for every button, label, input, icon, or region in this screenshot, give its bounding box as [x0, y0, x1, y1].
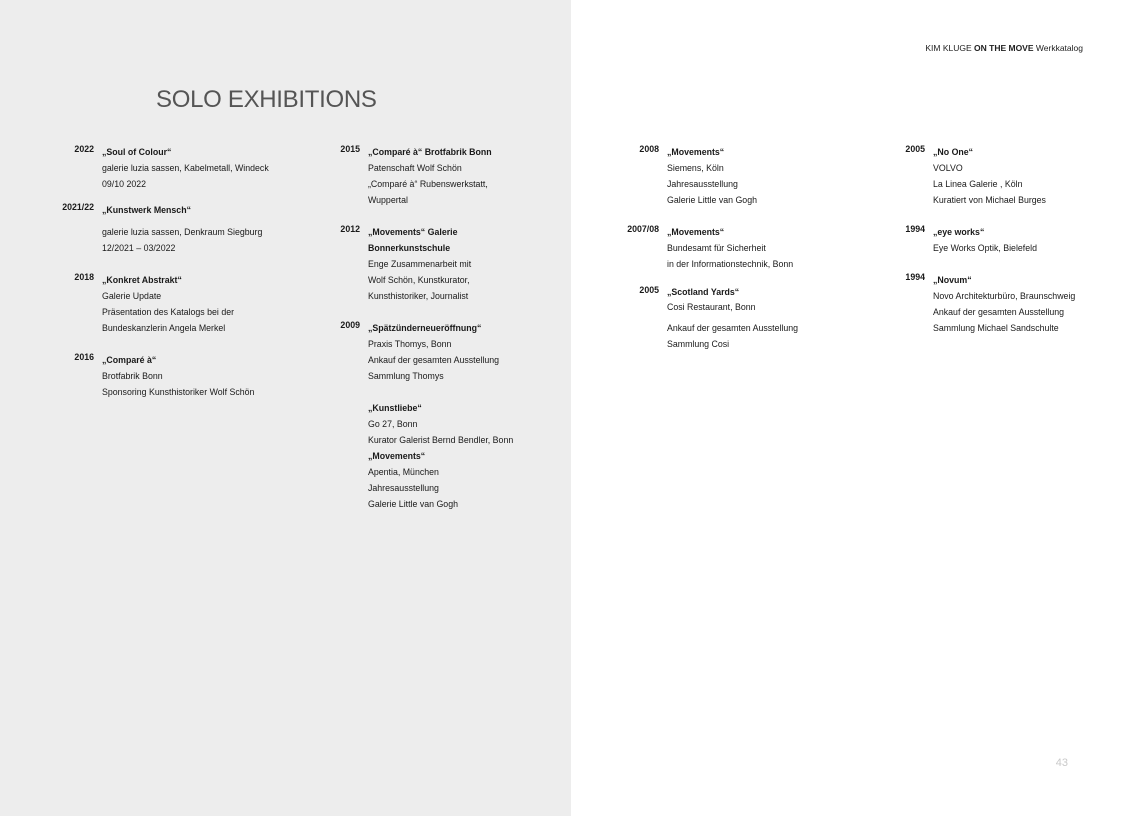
exhibition-year: 1994: [905, 224, 925, 234]
exhibition-detail: Ankauf der gesamten Ausstellung: [667, 323, 799, 333]
exhibition-title: „Movements“ Galerie: [368, 227, 458, 237]
exhibition-detail: Jahresausstellung: [368, 483, 439, 493]
exhibition-title: „Comparé à“ Brotfabrik Bonn: [368, 147, 492, 157]
exhibition-detail: in der Informationstechnik, Bonn: [667, 259, 794, 269]
exhibition-title: „No One“: [933, 147, 974, 157]
header-title: ON THE MOVE: [974, 43, 1034, 53]
exhibition-detail: Kunsthistoriker, Journalist: [368, 291, 469, 301]
exhibition-detail: Praxis Thomys, Bonn: [368, 339, 452, 349]
exhibition-detail: Wolf Schön, Kunstkurator,: [368, 275, 470, 285]
exhibition-year: 2016: [74, 352, 94, 362]
exhibition-title: „Kunstwerk Mensch“: [102, 205, 191, 215]
spacer: [368, 384, 543, 400]
exhibition-detail: galerie luzia sassen, Denkraum Siegburg: [102, 227, 263, 237]
page-title: SOLO EXHIBITIONS: [156, 86, 377, 113]
exhibition-detail: Sammlung Michael Sandschulte: [933, 323, 1059, 333]
exhibition-title: „Konkret Abstrakt“: [102, 275, 182, 285]
exhibition-detail: Patenschaft Wolf Schön: [368, 163, 462, 173]
exhibition-detail: VOLVO: [933, 163, 963, 173]
right-page: [571, 0, 1141, 816]
exhibition-detail: Apentia, München: [368, 467, 439, 477]
header-author: KIM KLUGE: [925, 43, 972, 53]
exhibition-detail: Wuppertal: [368, 195, 408, 205]
page-number: 43: [1055, 757, 1068, 769]
exhibition-detail: Jahresausstellung: [667, 179, 738, 189]
exhibition-detail: Kurator Galerist Bernd Bendler, Bonn: [368, 435, 514, 445]
exhibition-detail: Brotfabrik Bonn: [102, 371, 163, 381]
exhibition-year: 2022: [74, 144, 94, 154]
exhibition-detail: galerie luzia sassen, Kabelmetall, Windeck: [102, 163, 269, 173]
exhibition-title: Bonnerkunstschule: [368, 243, 451, 253]
exhibition-detail: 12/2021 – 03/2022: [102, 243, 176, 253]
exhibition-year: 2005: [905, 144, 925, 154]
exhibition-detail: Bundeskanzlerin Angela Merkel: [102, 323, 226, 333]
exhibition-detail: Novo Architekturbüro, Braunschweig: [933, 291, 1076, 301]
exhibition-title: „Kunstliebe“: [368, 403, 422, 413]
exhibition-detail: Ankauf der gesamten Ausstellung: [933, 307, 1065, 317]
header-subtitle: Werkkatalog: [1035, 43, 1083, 53]
exhibition-year: 2021/22: [62, 202, 94, 212]
exhibition-year: 2005: [639, 285, 659, 295]
exhibition-title: „Soul of Colour“: [102, 147, 172, 157]
exhibition-detail: Galerie Little van Gogh: [667, 195, 757, 205]
exhibition-year: 1994: [905, 272, 925, 282]
exhibition-detail: Cosi Restaurant, Bonn: [667, 302, 756, 312]
exhibition-detail: Galerie Little van Gogh: [368, 499, 458, 509]
exhibition-detail: Siemens, Köln: [667, 163, 724, 173]
exhibition-title: „Comparé à“: [102, 355, 157, 365]
exhibition-detail: Enge Zusammenarbeit mit: [368, 259, 472, 269]
exhibition-detail: Ankauf der gesamten Ausstellung: [368, 355, 500, 365]
exhibition-detail: Sammlung Thomys: [368, 371, 444, 381]
exhibition-title: „Movements“: [667, 147, 725, 157]
exhibition-title: „Scotland Yards“: [667, 287, 740, 297]
running-header: [925, 43, 1083, 53]
exhibition-year: 2008: [639, 144, 659, 154]
exhibition-title: „Novum“: [933, 275, 972, 285]
exhibition-title: „Spätzünderneueröffnung“: [368, 323, 482, 333]
exhibition-year: 2018: [74, 272, 94, 282]
exhibition-title: „eye works“: [933, 227, 985, 237]
exhibition-title: „Movements“: [368, 451, 426, 461]
exhibition-detail: Sponsoring Kunsthistoriker Wolf Schön: [102, 387, 255, 397]
exhibition-detail: Präsentation des Katalogs bei der: [102, 307, 235, 317]
exhibition-detail: Go 27, Bonn: [368, 419, 418, 429]
exhibition-detail: Galerie Update: [102, 291, 162, 301]
exhibition-year: 2015: [340, 144, 360, 154]
exhibition-title: „Movements“: [667, 227, 725, 237]
exhibition-detail: Bundesamt für Sicherheit: [667, 243, 766, 253]
exhibition-year: 2012: [340, 224, 360, 234]
exhibition-detail: „Comparé à“ Rubenswerkstatt,: [368, 179, 488, 189]
exhibition-detail: Sammlung Cosi: [667, 339, 730, 349]
exhibition-detail: La Linea Galerie , Köln: [933, 179, 1023, 189]
exhibition-detail: Eye Works Optik, Bielefeld: [933, 243, 1037, 253]
exhibition-detail: 09/10 2022: [102, 179, 147, 189]
exhibition-detail: Kuratiert von Michael Burges: [933, 195, 1046, 205]
exhibition-year: 2007/08: [627, 224, 659, 234]
exhibition-year: 2009: [340, 320, 360, 330]
